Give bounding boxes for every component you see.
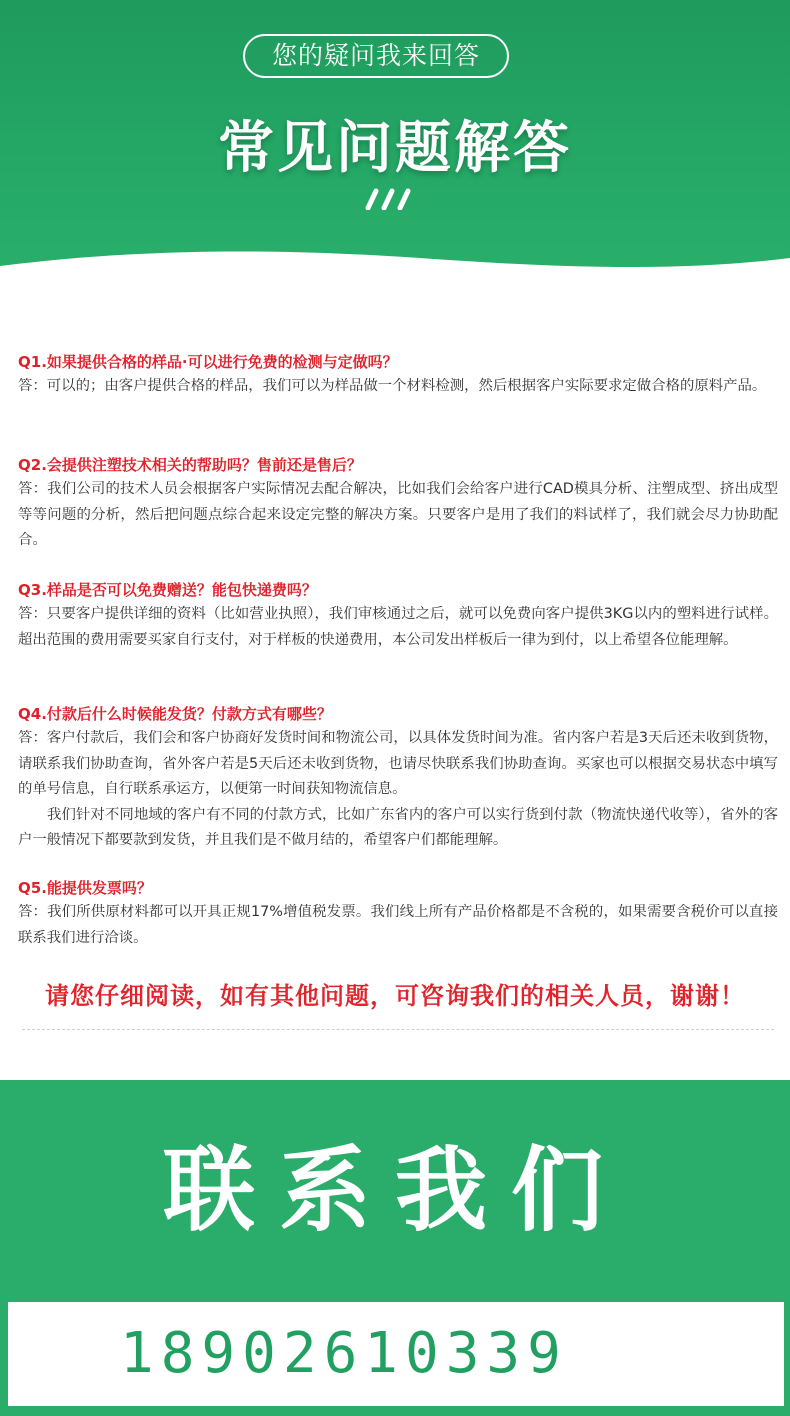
divider: [22, 1029, 774, 1030]
faq-answer-paragraph-2: 我们针对不同地域的客户有不同的付款方式，比如广东省内的客户可以实行货到付款（物流快递代收等），省外的客户一般情况下都要款到发货，并且我们是不做月结的，希望客户们都能理解。: [18, 806, 778, 848]
faq-item-3: [18, 578, 778, 653]
faq-question: Q3.样品是否可以免费赠送？能包快递费吗？: [18, 581, 317, 599]
page-title: 常见问题解答: [218, 116, 572, 181]
faq-item-2: [18, 453, 778, 554]
closing-notice: 请您仔细阅读，如有其他问题，可咨询我们的相关人员，谢谢！: [45, 982, 745, 1010]
contact-title: 联系我们: [162, 1136, 627, 1244]
faq-question: Q5.能提供发票吗？: [18, 879, 152, 897]
faq-answer: 答：可以的；由客户提供合格的样品，我们可以为样品做一个材料检测，然后根据客户实际要求定做合格的原料产品。: [18, 378, 767, 394]
faq-item-1: [18, 350, 778, 400]
faq-question: Q4.付款后什么时候能发货？付款方式有哪些？: [18, 705, 332, 723]
quote-marks-icon: [362, 188, 422, 210]
faq-answer: 答：我们公司的技术人员会根据客户实际情况去配合解决，比如我们会给客户进行CAD模具分析、注塑成型、挤出成型等等问题的分析，然后把问题点综合起来设定完整的解决方案。只要客户是用了我们的料试样了，我们就会尽力协助配合。: [18, 481, 778, 548]
faq-question: Q2.会提供注塑技术相关的帮助吗？售前还是售后？: [18, 456, 362, 474]
faq-question: Q1.如果提供合格的样品·可以进行免费的检测与定做吗？: [18, 353, 398, 371]
faq-item-4: [18, 702, 778, 854]
faq-answer: 答：客户付款后，我们会和客户协商好发货时间和物流公司，以具体发货时间为准。省内客户若是3天后还未收到货物，请联系我们协助查询，省外客户若是5天后还未收到货物，也请尽快联系我们协助查询。买家也可以根据交易状态中填写的单号信息，自行联系承运方，以便第一时间获知物流信息。: [18, 730, 778, 797]
faq-answer: 答：我们所供原材料都可以开具正规17%增值税发票。我们线上所有产品价格都是不含税的，如果需要含税价可以直接联系我们进行洽谈。: [18, 904, 778, 946]
faq-answer: 答：只要客户提供详细的资料（比如营业执照），我们审核通过之后，就可以免费向客户提供3KG以内的塑料进行试样。超出范围的费用需要买家自行支付，对于样板的快递费用，本公司发出样板后一律为到付，以上希望各位能理解。: [18, 606, 778, 648]
faq-item-5: [18, 876, 778, 951]
header-pill: 您的疑问我来回答: [243, 34, 509, 78]
header-wave: [0, 228, 790, 308]
phone-number[interactable]: 18902610339: [120, 1321, 568, 1386]
